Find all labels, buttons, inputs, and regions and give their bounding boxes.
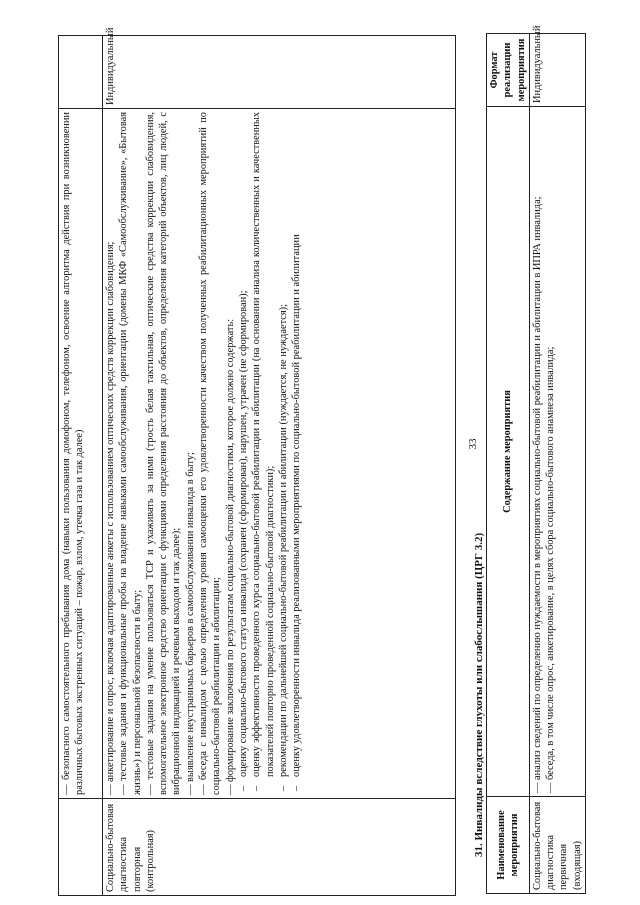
list-subitem: – оценку эффективности проведенного курса социально-бытовой реабилитации и абилитации (на основании анализа количественных и качественных показателей повторно проведенной социально-бытовой диагностики);: [250, 112, 277, 795]
format-cell: Индивидуальный: [529, 34, 585, 107]
event-content-cell: [103, 109, 456, 799]
list-item: — анкетирование и опрос, включая адаптированные анкеты с использованием оптических средств коррекции слабовидения;: [105, 241, 116, 795]
header-name: Наименование мероприятия: [487, 797, 530, 894]
list-subitem: – оценку социально-бытового статуса инвалида (сохранен (сформирован), нарушен, утрачен (не сформирован);: [237, 112, 250, 795]
list-subitem: – оценку удовлетворенности инвалида реализованными мероприятиями по социально-бытовой реабилитации и абилитации: [290, 112, 303, 795]
header-content: Содержание мероприятия: [487, 107, 530, 797]
list-item: — тестовые задания на умение пользоваться ТСР и ухаживать за ними (трость белая тактильная, оптические средства коррекции слабовидения, вспомогательное электронное средство ориентации с функциями определения расстояния до объектов, определения категорий объектов, лиц людей, с вибрационной индикацией и речевым выходом и так далее);: [144, 112, 183, 795]
table-header-row: [487, 34, 530, 894]
table-new: [486, 25, 583, 894]
list-item: — тестовые задания и функциональные пробы на владение навыками самообслуживания, ориентации (домены МКФ «Самообслуживание», «Бытовая жизнь») и персональной безопасности в быту;: [118, 112, 143, 795]
list-item: — анализ сведений по определению нуждаемости в мероприятиях социально-бытовой реабилитации и абилитации в ИПРА инвалида;: [531, 196, 543, 793]
cell-text: — безопасного самостоятельного пребывания дома (навыки пользования домофоном, телефоном, освоение алгоритма действия при возникновении различных бытовых экстренных ситуаций – пожар, взлом, утечка газа и так далее): [61, 112, 86, 795]
table-row: [59, 36, 103, 896]
table-row: [529, 34, 585, 894]
event-content-cell: [529, 107, 585, 797]
event-name-cell: Социально-бытовая диагностика повторная (контрольная): [103, 799, 456, 896]
table-continued: [58, 27, 456, 896]
list-item: — беседа с инвалидом с целью определения уровня самооценки его удовлетворенности качеством полученных реабилитационных мероприятий по социально-бытовой реабилитации и абилитации;: [198, 112, 223, 795]
list-item: — беседа, в том числе опрос, анкетирование, в целях сбора социально-бытового анамнеза инвалида;: [545, 346, 557, 793]
header-format: Формат реализации мероприятия: [487, 34, 530, 107]
format-cell: Индивидуальный: [103, 36, 456, 109]
page-number: 33: [467, 438, 479, 450]
list-subitem: – рекомендации по дальнейшей социально-бытовой реабилитации и абилитации (нуждается, не нуждается);: [277, 112, 290, 795]
table-row: [103, 36, 456, 896]
section-heading: 31. Инвалиды вследствие глухоты или слабослышания (ЦРГ 3.2): [473, 532, 485, 857]
event-name-cell: Социально-бытовая диагностика первичная (входящая): [529, 797, 585, 894]
list-item: — выявление неустранимых барьеров в самообслуживании инвалида в быту;: [184, 452, 196, 795]
list-item: — формирование заключения по результатам социально-бытовой диагностики, которое должно содержать:: [224, 318, 236, 795]
